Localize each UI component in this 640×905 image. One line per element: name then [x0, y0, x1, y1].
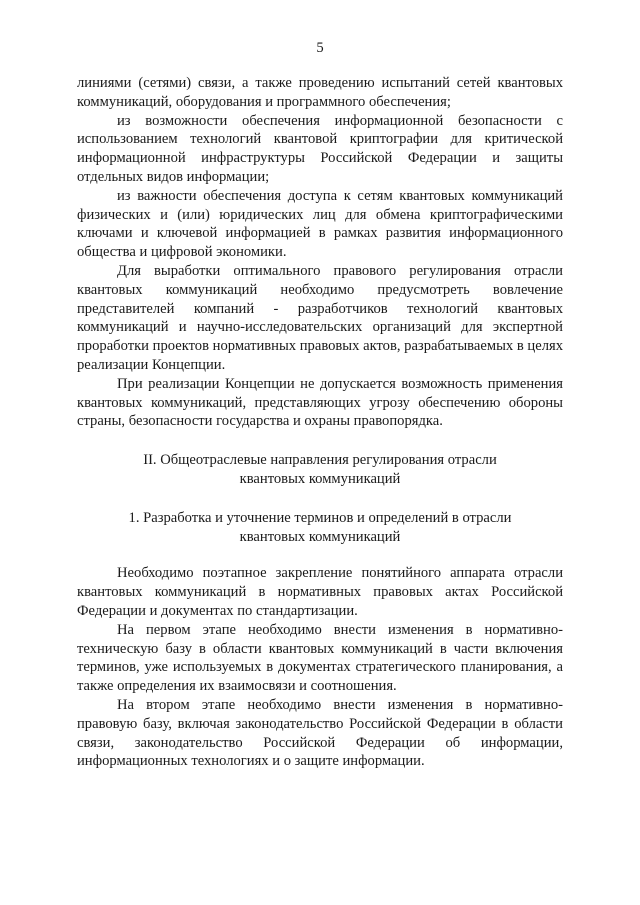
- section-heading-line: II. Общеотраслевые направления регулирования отрасли: [143, 452, 497, 469]
- spacer: [77, 546, 563, 564]
- section-heading: [77, 451, 563, 489]
- paragraph: При реализации Концепции не допускается возможность применения квантовых коммуникаций, представляющих угрозу обеспечению обороны страны, безопасности государства и охраны правопорядка.: [77, 375, 563, 430]
- paragraph: из возможности обеспечения информационной безопасности с использованием технологий квантовой криптографии для критической информационной инфраструктуры Российской Федерации и защиты отдельных видов информации;: [77, 112, 563, 185]
- paragraph: Для выработки оптимального правового регулирования отрасли квантовых коммуникаций необходимо предусмотреть вовлечение представителей компаний - разработчиков технологий квантовых коммуникаций и научно-исследовательских организаций для экспертной проработки проектов нормативных правовых актов, разрабатываемых в целях реализации Концепции.: [77, 262, 563, 373]
- paragraph: линиями (сетями) связи, а также проведению испытаний сетей квантовых коммуникаций, оборудования и программного обеспечения;: [77, 75, 563, 110]
- paragraph: Необходимо поэтапное закрепление понятийного аппарата отрасли квантовых коммуникаций в нормативных правовых актах Российской Федерации и документах по стандартизации.: [77, 565, 563, 619]
- section-heading-line: квантовых коммуникаций: [239, 470, 401, 487]
- subsection-heading: [77, 509, 563, 547]
- paragraph: На втором этапе необходимо внести изменения в нормативно-правовую базу, включая законодательство Российской Федерации в области связи, законодательство Российской Федерации об информации, информационных технологиях и о защите информации.: [77, 696, 563, 770]
- subsection-heading-line: квантовых коммуникаций: [239, 528, 401, 545]
- paragraph: На первом этапе необходимо внести изменения в нормативно-техническую базу в области квантовых коммуникаций в части включения терминов, уже используемых в документах стратегического планирования, а также определения их взаимосвязи и соотношения.: [77, 621, 563, 695]
- document-body: [77, 74, 563, 771]
- paragraph: из важности обеспечения доступа к сетям квантовых коммуникаций физических и (или) юридических лиц для обмена криптографическими ключами и ключевой информацией в рамках развития информационного общества и цифровой экономики.: [77, 187, 563, 261]
- page-number: 5: [316, 40, 324, 56]
- subsection-heading-line: 1. Разработка и уточнение терминов и определений в отрасли: [128, 509, 512, 526]
